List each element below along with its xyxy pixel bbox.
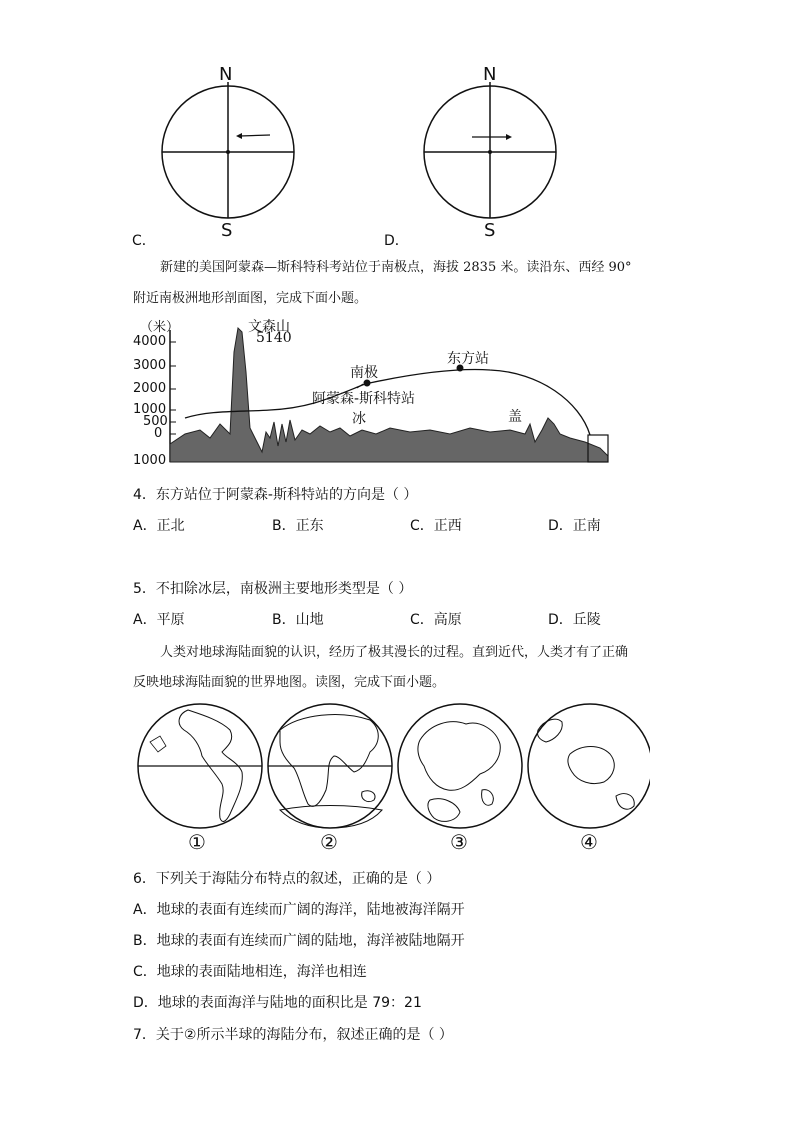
globes-figure [130, 700, 650, 860]
y-tick-0: 0 [154, 426, 163, 441]
q5-option-c[interactable]: C．高原 [410, 612, 462, 628]
y-tick-500: 500 [143, 414, 168, 429]
y-tick-4000: 4000 [133, 334, 167, 349]
q4-option-d[interactable]: D．正南 [548, 518, 601, 534]
compass-d-south: S [484, 220, 496, 241]
globe-4 [528, 704, 650, 828]
east-station-label: 东方站 [447, 351, 489, 367]
q4-stem: 4．东方站位于阿蒙森-斯科特站的方向是（ ） [133, 487, 418, 503]
y-tick-1000: 1000 [133, 402, 167, 417]
globe-1 [138, 704, 262, 828]
compass-c-south: S [221, 220, 233, 241]
compass-d-diagram [402, 60, 582, 245]
peak-name: 文森山 [248, 319, 290, 335]
globe-3 [398, 704, 522, 828]
peak-height: 5140 [256, 330, 292, 346]
globe-label-4: ④ [580, 830, 598, 854]
option-c-label: C． [132, 233, 156, 249]
q6-option-d[interactable]: D．地球的表面海洋与陆地的面积比是 79：21 [133, 995, 422, 1011]
globe-label-3: ③ [450, 830, 468, 854]
compass-c [140, 60, 320, 245]
q5-option-b[interactable]: B．山地 [272, 612, 324, 628]
q5-option-d[interactable]: D．丘陵 [548, 612, 601, 628]
option-d-label: D． [384, 233, 409, 249]
globe-label-1: ① [188, 830, 206, 854]
globe-2 [268, 704, 392, 828]
ice-label: 冰 [352, 411, 366, 427]
intro1-line1: 新建的美国阿蒙森—斯科特科考站位于南极点，海拔 2835 米。读沿东、西经 90° [160, 260, 632, 275]
q7-stem: 7．关于②所示半球的海陆分布，叙述正确的是（ ） [133, 1027, 453, 1043]
compass-d [402, 60, 582, 245]
q5-stem: 5．不扣除冰层，南极洲主要地形类型是（ ） [133, 581, 413, 597]
intro1-line2: 附近南极洲地形剖面图，完成下面小题。 [133, 291, 368, 306]
q4-option-c[interactable]: C．正西 [410, 518, 462, 534]
south-pole-label: 南极 [350, 365, 378, 381]
y-tick-neg1000: 1000 [133, 453, 167, 468]
compass-d-north: N [483, 64, 497, 85]
intro2-line1: 人类对地球海陆面貌的认识，经历了极其漫长的过程。直到近代，人类才有了正确 [160, 645, 629, 660]
amundsen-station-label: 阿蒙森-斯科特站 [312, 391, 416, 407]
globe-label-2: ② [320, 830, 338, 854]
q4-option-a[interactable]: A．正北 [133, 518, 185, 534]
q6-option-a[interactable]: A．地球的表面有连续而广阔的海洋，陆地被海洋隔开 [133, 902, 465, 918]
q4-option-b[interactable]: B．正东 [272, 518, 324, 534]
q6-option-c[interactable]: C．地球的表面陆地相连，海洋也相连 [133, 964, 367, 980]
y-tick-2000: 2000 [133, 381, 167, 396]
y-unit: （米） [140, 320, 180, 335]
compass-c-north: N [219, 64, 233, 85]
globes-diagram [130, 700, 650, 860]
q6-option-b[interactable]: B．地球的表面有连续而广阔的陆地，海洋被陆地隔开 [133, 933, 465, 949]
q5-option-a[interactable]: A．平原 [133, 612, 185, 628]
y-tick-3000: 3000 [133, 358, 167, 373]
compass-c-diagram [140, 60, 320, 245]
q6-stem: 6．下列关于海陆分布特点的叙述，正确的是（ ） [133, 871, 441, 887]
intro2-line2: 反映地球海陆面貌的世界地图。读图，完成下面小题。 [133, 675, 446, 690]
cap-label: 盖 [508, 409, 522, 425]
